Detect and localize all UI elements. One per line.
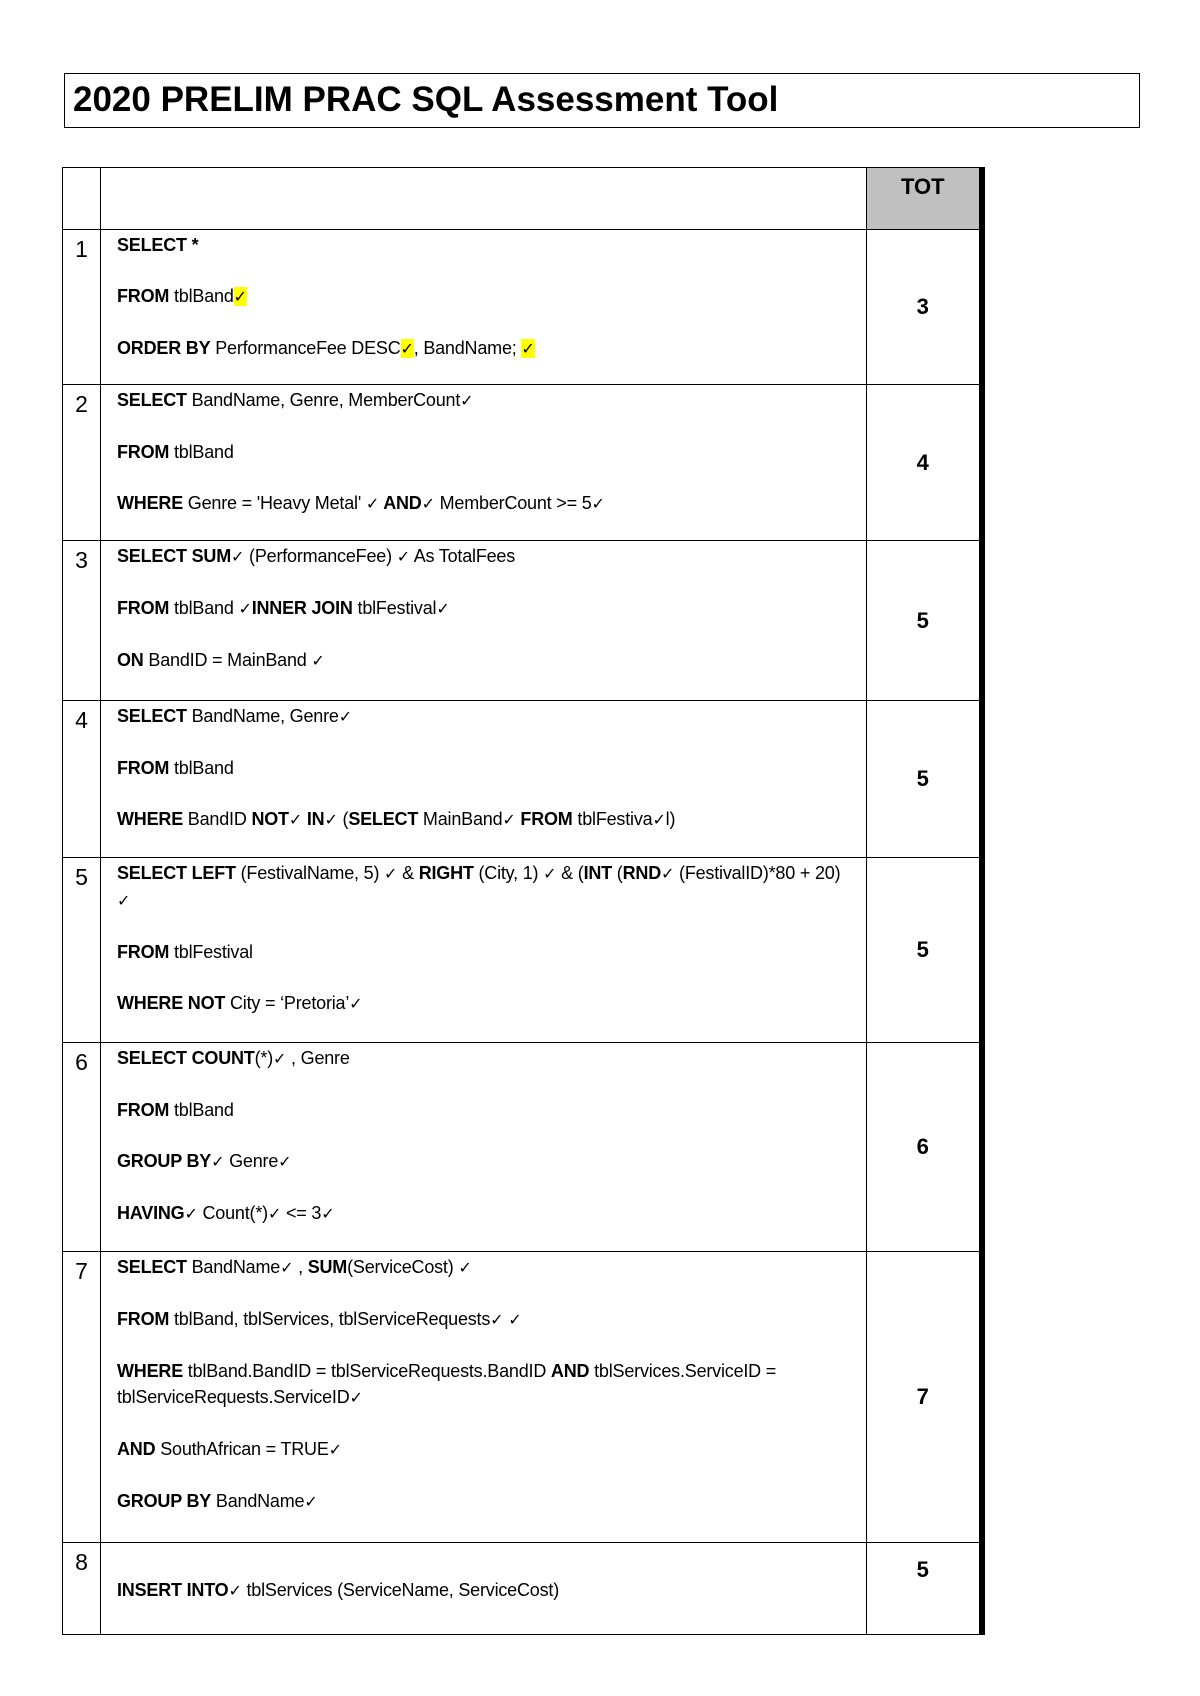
sql-keyword: SELECT — [117, 706, 187, 726]
sql-line — [117, 806, 858, 833]
sql-line — [117, 1097, 858, 1123]
tick-mark: ✓ — [231, 547, 245, 566]
question-sql — [101, 1252, 867, 1543]
question-row-2 — [63, 385, 982, 541]
sql-keyword: WHERE — [117, 1361, 183, 1381]
sql-line — [117, 387, 858, 414]
sql-text: l) — [665, 809, 676, 829]
sql-text: (*) — [254, 1048, 274, 1068]
sql-keyword: SELECT LEFT — [117, 863, 236, 883]
sql-text: (ServiceCost) — [347, 1257, 459, 1277]
tick-mark: ✓ — [460, 391, 474, 410]
tick-mark: ✓ — [184, 1204, 198, 1223]
sql-keyword: NOT — [251, 809, 289, 829]
question-number: 1 — [63, 230, 101, 385]
question-row-1 — [63, 230, 982, 385]
tick-mark: ✓ — [421, 494, 435, 513]
sql-keyword: INSERT INTO — [117, 1580, 229, 1600]
tick-mark: ✓ — [591, 494, 605, 513]
sql-line — [117, 595, 858, 622]
question-number: 6 — [63, 1043, 101, 1252]
question-row-3 — [63, 541, 982, 701]
header-question-cell — [101, 168, 867, 230]
tick-mark: ✓ — [311, 651, 325, 670]
sql-keyword: AND — [379, 493, 422, 513]
sql-text: (FestivalName, 5) — [235, 863, 385, 883]
header-total-cell: TOT — [867, 168, 982, 230]
sql-keyword: FROM — [117, 286, 170, 306]
sql-keyword: RIGHT — [418, 863, 474, 883]
sql-line — [117, 1306, 858, 1333]
sql-text: BandID — [183, 809, 252, 829]
question-total: 5 — [867, 1543, 982, 1635]
tick-mark: ✓ — [117, 891, 131, 910]
sql-keyword: ORDER BY — [117, 338, 211, 358]
sql-line — [117, 990, 858, 1017]
question-total: 5 — [867, 541, 982, 701]
tick-mark: ✓ — [278, 1152, 292, 1171]
question-sql — [101, 701, 867, 858]
sql-text: tblBand — [169, 598, 239, 618]
sql-text: MainBand — [418, 809, 503, 829]
sql-keyword: FROM — [117, 942, 170, 962]
header-row — [63, 168, 982, 230]
tick-mark: ✓ — [304, 1492, 318, 1511]
sql-keyword: WHERE — [117, 493, 183, 513]
question-total: 3 — [867, 230, 982, 385]
tick-mark: ✓ — [280, 1258, 294, 1277]
sql-text: Count(*) — [197, 1203, 268, 1223]
question-sql — [101, 1543, 867, 1635]
tick-mark: ✓ — [228, 1581, 242, 1600]
tick-mark: ✓ — [273, 1049, 287, 1068]
tick-mark: ✓ — [365, 494, 380, 513]
tick-mark: ✓ — [490, 1310, 504, 1329]
question-total: 5 — [867, 858, 982, 1043]
sql-keyword: SELECT COUNT — [117, 1048, 255, 1068]
tick-mark: ✓ — [652, 810, 666, 829]
sql-text: BandID = MainBand — [143, 650, 312, 670]
sql-line — [117, 1577, 858, 1604]
sql-line — [117, 755, 858, 781]
sql-keyword: FROM — [117, 598, 170, 618]
sql-text: tblBand — [169, 1100, 234, 1120]
sql-text: tblBand — [169, 286, 234, 306]
tick-mark: ✓ — [267, 1204, 282, 1223]
sql-text: tblFestiva — [572, 809, 653, 829]
sql-text: Genre — [224, 1151, 279, 1171]
sql-keyword: WHERE NOT — [117, 993, 226, 1013]
sql-keyword: GROUP BY — [117, 1151, 212, 1171]
sql-text: , — [293, 1257, 308, 1277]
sql-keyword: AND — [550, 1361, 590, 1381]
question-total: 4 — [867, 385, 982, 541]
tick-mark: ✓ — [349, 1388, 363, 1407]
sql-line — [117, 1436, 858, 1463]
sql-text: (City, 1) — [473, 863, 544, 883]
question-number: 2 — [63, 385, 101, 541]
sql-text: BandName, Genre — [186, 706, 339, 726]
sql-text: tblBand — [169, 442, 234, 462]
question-number: 7 — [63, 1252, 101, 1543]
sql-keyword: SELECT * — [117, 235, 199, 255]
sql-keyword: GROUP BY — [117, 1491, 212, 1511]
question-number: 4 — [63, 701, 101, 858]
sql-keyword: INNER JOIN — [251, 598, 353, 618]
sql-text: tblServices.ServiceID = tblServiceRequests.ServiceID — [117, 1361, 777, 1407]
sql-text: MemberCount >= 5 — [434, 493, 592, 513]
sql-line — [117, 939, 858, 965]
sql-text: Genre = 'Heavy Metal' — [183, 493, 366, 513]
sql-keyword: AND — [117, 1439, 156, 1459]
sql-text: PerformanceFee DESC — [210, 338, 401, 358]
question-sql — [101, 385, 867, 541]
sql-text: tblServices (ServiceName, ServiceCost) — [241, 1580, 559, 1600]
question-sql — [101, 230, 867, 385]
sql-text: tblBand.BandID = tblServiceRequests.BandID — [183, 1361, 551, 1381]
header-num-cell — [63, 168, 101, 230]
tick-mark: ✓ — [338, 707, 352, 726]
tick-mark: ✓ — [233, 287, 247, 306]
question-sql — [101, 541, 867, 701]
sql-keyword: FROM — [515, 809, 573, 829]
question-sql — [101, 1043, 867, 1252]
sql-line — [117, 1358, 858, 1411]
sql-line — [117, 647, 858, 674]
tick-mark: ✓ — [543, 864, 557, 883]
question-row-5 — [63, 858, 982, 1043]
sql-keyword: FROM — [117, 442, 170, 462]
sql-text: & ( — [556, 863, 584, 883]
question-number: 8 — [63, 1543, 101, 1635]
sql-text: , BandName; — [413, 338, 522, 358]
sql-line — [117, 1254, 858, 1281]
tick-mark: ✓ — [288, 810, 303, 829]
sql-keyword: SELECT — [117, 390, 187, 410]
title-box — [64, 73, 1140, 128]
sql-text: SouthAfrican = TRUE — [155, 1439, 329, 1459]
tick-mark: ✓ — [349, 994, 363, 1013]
sql-line — [117, 1200, 858, 1227]
tick-mark: ✓ — [324, 810, 338, 829]
sql-text: <= 3 — [281, 1203, 322, 1223]
tick-mark: ✓ — [502, 810, 516, 829]
question-number: 5 — [63, 858, 101, 1043]
sql-line — [117, 232, 858, 258]
sql-line — [117, 283, 858, 310]
sql-keyword: SELECT SUM — [117, 546, 232, 566]
sql-line — [117, 335, 858, 362]
sql-keyword: FROM — [117, 1309, 170, 1329]
sql-line — [117, 1148, 858, 1175]
sql-line — [117, 490, 858, 517]
tick-mark: ✓ — [458, 1258, 472, 1277]
sql-keyword: SUM — [307, 1257, 348, 1277]
tick-mark: ✓ — [508, 1310, 522, 1329]
tick-mark: ✓ — [238, 599, 252, 618]
question-number: 3 — [63, 541, 101, 701]
sql-keyword: RND — [622, 863, 661, 883]
assessment-table — [62, 167, 985, 1635]
sql-text: & — [397, 863, 419, 883]
sql-text: tblBand — [169, 758, 234, 778]
sql-keyword: INT — [583, 863, 612, 883]
sql-line — [117, 1045, 858, 1072]
question-total: 6 — [867, 1043, 982, 1252]
sql-text: tblFestival — [352, 598, 437, 618]
tick-mark: ✓ — [211, 1152, 225, 1171]
sql-keyword: SELECT — [117, 1257, 187, 1277]
sql-text: BandName, Genre, MemberCount — [186, 390, 461, 410]
page-title: 2020 PRELIM PRAC SQL Assessment Tool — [73, 80, 779, 119]
tick-mark: ✓ — [521, 339, 535, 358]
sql-keyword: HAVING — [117, 1203, 185, 1223]
sql-text: City = ‘Pretoria’ — [225, 993, 350, 1013]
sql-text: ( — [337, 809, 349, 829]
sql-line — [117, 1488, 858, 1515]
tick-mark: ✓ — [661, 864, 675, 883]
sql-text: ( — [611, 863, 623, 883]
tick-mark: ✓ — [396, 547, 410, 566]
sql-line — [117, 703, 858, 730]
sql-line — [117, 543, 858, 570]
sql-line — [117, 439, 858, 465]
tick-mark: ✓ — [384, 864, 398, 883]
sql-text: tblFestival — [169, 942, 253, 962]
sql-text: tblBand, tblServices, tblServiceRequests — [169, 1309, 491, 1329]
question-row-8 — [63, 1543, 982, 1635]
sql-keyword: FROM — [117, 1100, 170, 1120]
question-total: 7 — [867, 1252, 982, 1543]
question-sql — [101, 858, 867, 1043]
question-row-4 — [63, 701, 982, 858]
tick-mark: ✓ — [400, 339, 414, 358]
sql-keyword: ON — [117, 650, 144, 670]
sql-keyword: WHERE — [117, 809, 183, 829]
question-row-7 — [63, 1252, 982, 1543]
sql-keyword: FROM — [117, 758, 170, 778]
sql-text: (PerformanceFee) — [244, 546, 397, 566]
question-total: 5 — [867, 701, 982, 858]
sql-text: , Genre — [286, 1048, 350, 1068]
sql-text: As TotalFees — [409, 546, 516, 566]
sql-text: (FestivalID)*80 + 20) — [674, 863, 841, 883]
sql-line — [117, 860, 858, 914]
tick-mark: ✓ — [328, 1440, 342, 1459]
sql-text: BandName — [186, 1257, 281, 1277]
sql-keyword: IN — [302, 809, 325, 829]
sql-keyword: SELECT — [348, 809, 419, 829]
sql-text: BandName — [211, 1491, 305, 1511]
question-row-6 — [63, 1043, 982, 1252]
tick-mark: ✓ — [321, 1204, 335, 1223]
tick-mark: ✓ — [436, 599, 450, 618]
